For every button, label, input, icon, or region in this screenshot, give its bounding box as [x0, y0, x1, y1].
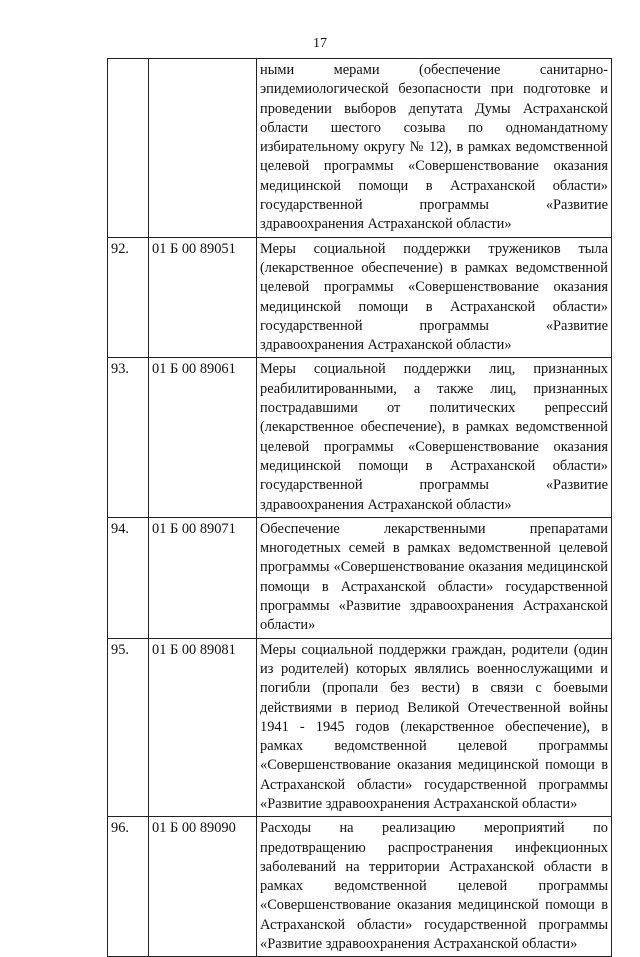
table-row	[108, 237, 612, 358]
row-text: Меры социальной поддержки тружеников тыла (лекарственное обеспечение) в рамках ведомственной целевой программы «Совершенствование оказания медицинской помощи в Астраханской области» государственной программы «Развитие здравоохранения Астраханской области»	[257, 237, 612, 358]
row-number: 95.	[108, 638, 149, 817]
row-number: 92.	[108, 237, 149, 358]
budget-table	[107, 58, 612, 957]
table-row	[108, 638, 612, 817]
table-row	[108, 358, 612, 517]
row-text: Обеспечение лекарственными препаратами многодетных семей в рамках ведомственной целевой программы «Совершенствование оказания медицинской помощи в Астраханской области» государственной программы «Развитие здравоохранения Астраханской области»	[257, 517, 612, 638]
row-code	[149, 59, 257, 238]
row-text: Меры социальной поддержки лиц, признанных реабилитированными, а также лиц, признанных пострадавшими от политических репрессий (лекарственное обеспечение), в рамках ведомственной целевой программы «Совершенствование оказания медицинской помощи в Астраханской области» государственной программы «Развитие здравоохранения Астраханской области»	[257, 358, 612, 517]
table-row	[108, 59, 612, 238]
row-code: 01 Б 00 89051	[149, 237, 257, 358]
row-code: 01 Б 00 89081	[149, 638, 257, 817]
row-code: 01 Б 00 89090	[149, 817, 257, 957]
table-row	[108, 817, 612, 957]
table-row	[108, 517, 612, 638]
row-text: Меры социальной поддержки граждан, родители (один из родителей) которых являлись военнослужащими и погибли (пропали без вести) в связи с боевыми действиями в период Великой Отечественной войны 1941 - 1945 годов (лекарственное обеспечение), в рамках ведомственной целевой программы «Совершенствование оказания медицинской помощи в Астраханской области» государственной программы «Развитие здравоохранения Астраханской области»	[257, 638, 612, 817]
row-number: 94.	[108, 517, 149, 638]
row-code: 01 Б 00 89061	[149, 358, 257, 517]
page-number: 17	[313, 36, 327, 51]
row-number: 93.	[108, 358, 149, 517]
row-text: ными мерами (обеспечение санитарно-эпидемиологической безопасности при подготовке и проведении выборов депутата Думы Астраханской области шестого созыва по одномандатному избирательному округу № 12), в рамках ведомственной целевой программы «Совершенствование оказания медицинской помощи в Астраханской области» государственной программы «Развитие здравоохранения Астраханской области»	[257, 59, 612, 238]
row-number	[108, 59, 149, 238]
row-code: 01 Б 00 89071	[149, 517, 257, 638]
row-number: 96.	[108, 817, 149, 957]
row-text: Расходы на реализацию мероприятий по предотвращению распространения инфекционных заболеваний на территории Астраханской области в рамках ведомственной целевой программы «Совершенствование оказания медицинской помощи в Астраханской области» государственной программы «Развитие здравоохранения Астраханской области»	[257, 817, 612, 957]
